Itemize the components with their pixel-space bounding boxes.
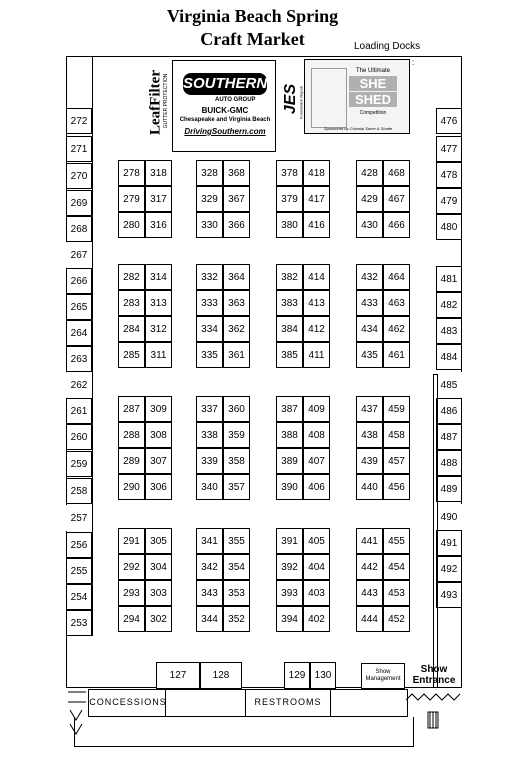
booth-463[interactable]: 463 (383, 290, 410, 316)
booth-254[interactable]: 254 (66, 584, 92, 610)
booth-362[interactable]: 362 (223, 316, 250, 342)
booth-359[interactable]: 359 (223, 422, 250, 448)
booth-293[interactable]: 293 (118, 580, 145, 606)
booth-434[interactable]: 434 (356, 316, 383, 342)
booth-442[interactable]: 442 (356, 554, 383, 580)
booth-428[interactable]: 428 (356, 160, 383, 186)
booth-364[interactable]: 364 (223, 264, 250, 290)
booth-290[interactable]: 290 (118, 474, 145, 500)
booth-461[interactable]: 461 (383, 342, 410, 368)
booth-405[interactable]: 405 (303, 528, 330, 554)
booth-455[interactable]: 455 (383, 528, 410, 554)
booth-335[interactable]: 335 (196, 342, 223, 368)
booth-302[interactable]: 302 (145, 606, 172, 632)
show-entrance-line2: Entrance (412, 675, 456, 686)
southern-sub: AUTO GROUP (215, 97, 256, 103)
leaffilter-sub: GUTTER PROTECTION (163, 73, 169, 129)
booth-492[interactable]: 492 (436, 556, 462, 582)
booth-358[interactable]: 358 (223, 448, 250, 474)
booth-387[interactable]: 387 (276, 396, 303, 422)
booth-330[interactable]: 330 (196, 212, 223, 238)
booth-289[interactable]: 289 (118, 448, 145, 474)
booth-479[interactable]: 479 (436, 188, 462, 214)
booth-353[interactable]: 353 (223, 580, 250, 606)
booth-272[interactable]: 272 (66, 108, 92, 134)
booth-394[interactable]: 394 (276, 606, 303, 632)
booth-269[interactable]: 269 (66, 190, 92, 216)
booth-340[interactable]: 340 (196, 474, 223, 500)
booth-393[interactable]: 393 (276, 580, 303, 606)
booth-441[interactable]: 441 (356, 528, 383, 554)
booth-333[interactable]: 333 (196, 290, 223, 316)
booth-412[interactable]: 412 (303, 316, 330, 342)
booth-311[interactable]: 311 (145, 342, 172, 368)
booth-487[interactable]: 487 (436, 424, 462, 450)
booth-266[interactable]: 266 (66, 268, 92, 294)
booth-491[interactable]: 491 (436, 530, 462, 556)
right-wall-stub (433, 374, 438, 688)
booth-360[interactable]: 360 (223, 396, 250, 422)
booth-468[interactable]: 468 (383, 160, 410, 186)
leaffilter-logo (140, 64, 170, 146)
booth-258[interactable]: 258 (66, 478, 92, 504)
show-entrance-label (410, 664, 458, 686)
booth-329[interactable]: 329 (196, 186, 223, 212)
booth-260[interactable]: 260 (66, 424, 92, 450)
booth-280[interactable]: 280 (118, 212, 145, 238)
dock-mark: : (412, 58, 415, 67)
booth-391[interactable]: 391 (276, 528, 303, 554)
booth-404[interactable]: 404 (303, 554, 330, 580)
booth-462[interactable]: 462 (383, 316, 410, 342)
booth-476[interactable]: 476 (436, 108, 462, 134)
she-shed-logo (304, 59, 410, 134)
booth-332[interactable]: 332 (196, 264, 223, 290)
southern-url: DrivingSouthern.com (184, 127, 266, 136)
booth-308[interactable]: 308 (145, 422, 172, 448)
shed-drawing (311, 68, 347, 128)
booth-464[interactable]: 464 (383, 264, 410, 290)
booth-306[interactable]: 306 (145, 474, 172, 500)
booth-433[interactable]: 433 (356, 290, 383, 316)
loading-docks-label: Loading Docks (354, 41, 421, 52)
booth-414[interactable]: 414 (303, 264, 330, 290)
show-entrance-line1: Show (420, 664, 448, 675)
show-management-line2: Management (365, 676, 401, 682)
southern-auto-logo (172, 60, 276, 152)
booth-363[interactable]: 363 (223, 290, 250, 316)
booth-291[interactable]: 291 (118, 528, 145, 554)
booth-430[interactable]: 430 (356, 212, 383, 238)
booth-264[interactable]: 264 (66, 320, 92, 346)
booth-489[interactable]: 489 (436, 476, 462, 502)
booth-409[interactable]: 409 (303, 396, 330, 422)
booth-483[interactable]: 483 (436, 318, 462, 344)
booth-361[interactable]: 361 (223, 342, 250, 368)
booth-378[interactable]: 378 (276, 160, 303, 186)
booth-438[interactable]: 438 (356, 422, 383, 448)
booth-407[interactable]: 407 (303, 448, 330, 474)
leaffilter-name: LeafFilter (147, 70, 164, 135)
booth-283[interactable]: 283 (118, 290, 145, 316)
booth-127[interactable]: 127 (156, 662, 200, 689)
booth-466[interactable]: 466 (383, 212, 410, 238)
shed-line1: The Ultimate (355, 68, 390, 74)
booth-317[interactable]: 317 (145, 186, 172, 212)
booth-270[interactable]: 270 (66, 163, 92, 189)
booth-265[interactable]: 265 (66, 294, 92, 320)
southern-brand: BUICK-GMC (201, 106, 249, 115)
booth-488[interactable]: 488 (436, 450, 462, 476)
booth-482[interactable]: 482 (436, 292, 462, 318)
booth-334[interactable]: 334 (196, 316, 223, 342)
booth-256[interactable]: 256 (66, 532, 92, 558)
booth-384[interactable]: 384 (276, 316, 303, 342)
booth-406[interactable]: 406 (303, 474, 330, 500)
show-management-booth[interactable] (361, 663, 405, 689)
booth-357[interactable]: 357 (223, 474, 250, 500)
booth-485[interactable]: 485 (436, 372, 462, 398)
booth-458[interactable]: 458 (383, 422, 410, 448)
booth-368[interactable]: 368 (223, 160, 250, 186)
southern-name: SOUTHERN (183, 73, 267, 95)
booth-282[interactable]: 282 (118, 264, 145, 290)
booth-383[interactable]: 383 (276, 290, 303, 316)
shed-line3: SHED (349, 92, 397, 107)
booth-388[interactable]: 388 (276, 422, 303, 448)
booth-285[interactable]: 285 (118, 342, 145, 368)
booth-130[interactable]: 130 (310, 662, 336, 689)
booth-259[interactable]: 259 (66, 451, 92, 477)
booth-437[interactable]: 437 (356, 396, 383, 422)
booth-366[interactable]: 366 (223, 212, 250, 238)
booth-411[interactable]: 411 (303, 342, 330, 368)
left-wall-divider (92, 56, 93, 636)
booth-284[interactable]: 284 (118, 316, 145, 342)
booth-380[interactable]: 380 (276, 212, 303, 238)
booth-390[interactable]: 390 (276, 474, 303, 500)
southern-locations: Chesapeake and Virginia Beach (179, 117, 271, 123)
booth-443[interactable]: 443 (356, 580, 383, 606)
booth-279[interactable]: 279 (118, 186, 145, 212)
booth-429[interactable]: 429 (356, 186, 383, 212)
booth-305[interactable]: 305 (145, 528, 172, 554)
booth-385[interactable]: 385 (276, 342, 303, 368)
booth-490[interactable]: 490 (436, 504, 462, 530)
booth-486[interactable]: 486 (436, 398, 462, 424)
booth-454[interactable]: 454 (383, 554, 410, 580)
booth-456[interactable]: 456 (383, 474, 410, 500)
booth-342[interactable]: 342 (196, 554, 223, 580)
restrooms-label: RESTROOMS (254, 697, 322, 707)
booth-287[interactable]: 287 (118, 396, 145, 422)
booth-493[interactable]: 493 (436, 582, 462, 608)
booth-444[interactable]: 444 (356, 606, 383, 632)
shed-line2: SHE (349, 76, 397, 91)
booth-257[interactable]: 257 (66, 505, 92, 531)
booth-408[interactable]: 408 (303, 422, 330, 448)
booth-477[interactable]: 477 (436, 136, 462, 162)
booth-271[interactable]: 271 (66, 136, 92, 162)
booth-453[interactable]: 453 (383, 580, 410, 606)
booth-316[interactable]: 316 (145, 212, 172, 238)
booth-267[interactable]: 267 (66, 242, 92, 268)
booth-418[interactable]: 418 (303, 160, 330, 186)
booth-478[interactable]: 478 (436, 162, 462, 188)
booth-129[interactable]: 129 (284, 662, 310, 689)
left-entrance-doors (66, 690, 88, 750)
concessions-label: CONCESSIONS (89, 697, 167, 707)
booth-313[interactable]: 313 (145, 290, 172, 316)
booth-382[interactable]: 382 (276, 264, 303, 290)
booth-261[interactable]: 261 (66, 398, 92, 424)
booth-312[interactable]: 312 (145, 316, 172, 342)
booth-292[interactable]: 292 (118, 554, 145, 580)
booth-309[interactable]: 309 (145, 396, 172, 422)
booth-392[interactable]: 392 (276, 554, 303, 580)
shed-line5: Sponsored by Colonial Stone & Shade (323, 126, 393, 131)
booth-403[interactable]: 403 (303, 580, 330, 606)
booth-435[interactable]: 435 (356, 342, 383, 368)
booth-255[interactable]: 255 (66, 558, 92, 584)
booth-480[interactable]: 480 (436, 214, 462, 240)
right-entrance-doors (404, 690, 464, 740)
booth-432[interactable]: 432 (356, 264, 383, 290)
jes-name: JES (282, 83, 299, 115)
booth-262[interactable]: 262 (66, 372, 92, 398)
booth-339[interactable]: 339 (196, 448, 223, 474)
booth-268[interactable]: 268 (66, 216, 92, 242)
jes-sub: Foundation Repair (298, 86, 304, 119)
map-title-line1: Virginia Beach Spring (166, 6, 339, 26)
lobby-outline (74, 717, 414, 747)
booth-304[interactable]: 304 (145, 554, 172, 580)
booth-354[interactable]: 354 (223, 554, 250, 580)
booth-481[interactable]: 481 (436, 266, 462, 292)
booth-467[interactable]: 467 (383, 186, 410, 212)
booth-439[interactable]: 439 (356, 448, 383, 474)
booth-278[interactable]: 278 (118, 160, 145, 186)
booth-337[interactable]: 337 (196, 396, 223, 422)
booth-307[interactable]: 307 (145, 448, 172, 474)
booth-253[interactable]: 253 (66, 610, 92, 636)
booth-344[interactable]: 344 (196, 606, 223, 632)
booth-459[interactable]: 459 (383, 396, 410, 422)
booth-328[interactable]: 328 (196, 160, 223, 186)
booth-318[interactable]: 318 (145, 160, 172, 186)
map-title-line2: Craft Market (200, 29, 305, 49)
show-management-line1: Show (375, 669, 391, 675)
booth-303[interactable]: 303 (145, 580, 172, 606)
jes-logo (280, 62, 302, 146)
booth-417[interactable]: 417 (303, 186, 330, 212)
booth-263[interactable]: 263 (66, 346, 92, 372)
booth-341[interactable]: 341 (196, 528, 223, 554)
booth-288[interactable]: 288 (118, 422, 145, 448)
booth-440[interactable]: 440 (356, 474, 383, 500)
booth-416[interactable]: 416 (303, 212, 330, 238)
booth-379[interactable]: 379 (276, 186, 303, 212)
booth-484[interactable]: 484 (436, 344, 462, 370)
booth-452[interactable]: 452 (383, 606, 410, 632)
booth-402[interactable]: 402 (303, 606, 330, 632)
booth-367[interactable]: 367 (223, 186, 250, 212)
shed-line4: Competition (359, 110, 387, 116)
booth-338[interactable]: 338 (196, 422, 223, 448)
booth-314[interactable]: 314 (145, 264, 172, 290)
booth-413[interactable]: 413 (303, 290, 330, 316)
booth-389[interactable]: 389 (276, 448, 303, 474)
booth-343[interactable]: 343 (196, 580, 223, 606)
booth-457[interactable]: 457 (383, 448, 410, 474)
booth-355[interactable]: 355 (223, 528, 250, 554)
booth-294[interactable]: 294 (118, 606, 145, 632)
booth-128[interactable]: 128 (200, 662, 242, 689)
booth-352[interactable]: 352 (223, 606, 250, 632)
